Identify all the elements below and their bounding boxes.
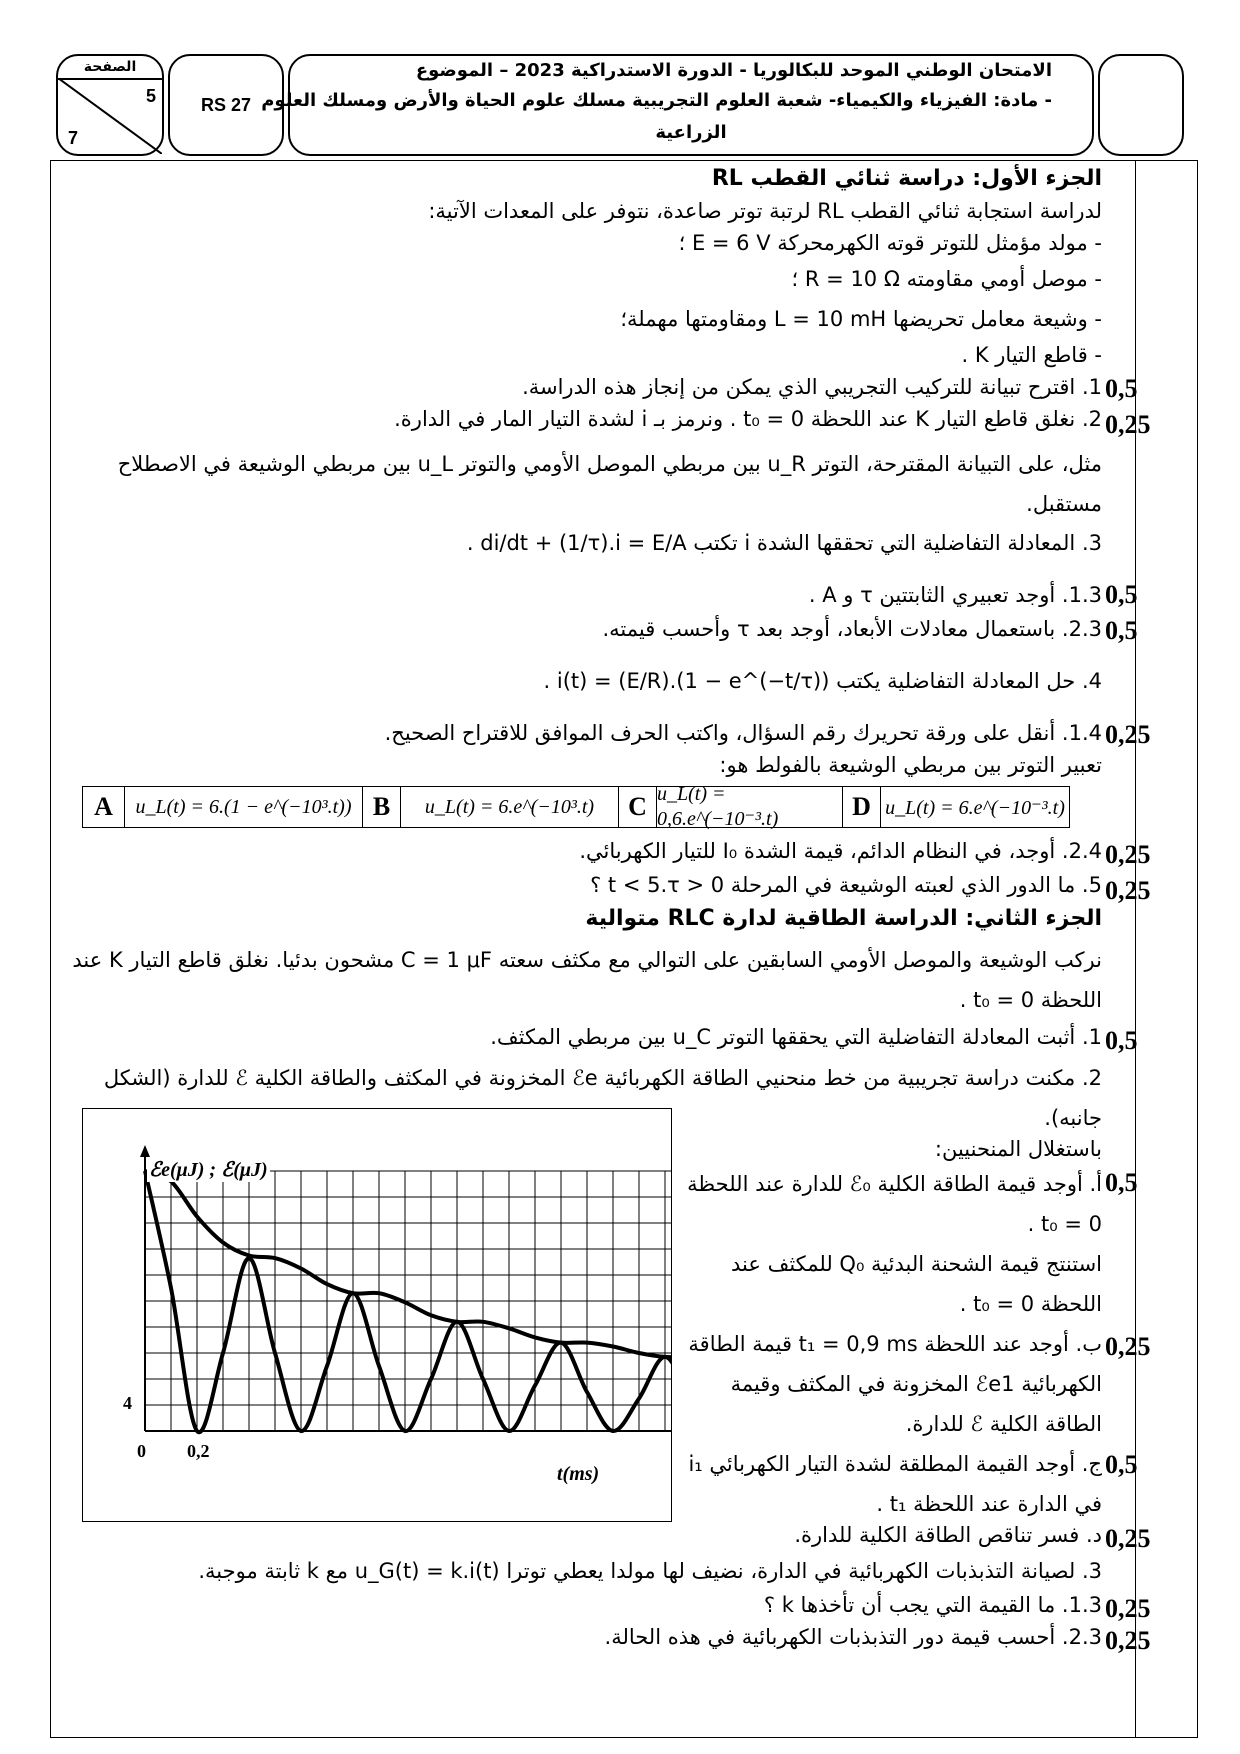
chart-y-axis-arrow — [140, 1145, 150, 1157]
choice-d-letter: D — [843, 787, 881, 827]
chart-y-label: ℰe(μJ) ; ℰ(μJ) — [149, 1159, 268, 1181]
exam-title-line-2: - مادة: الفيزياء والكيمياء- شعبة العلوم التجريبية مسلك علوم الحياة والأرض ومسلك العلوم — [261, 90, 1052, 111]
p1-question-3-1: 1.3. أوجد تعبيري الثابتتين τ و A . — [808, 583, 1102, 607]
p1-question-2: 2. نغلق قاطع التيار K عند اللحظة t₀ = 0 . ونرمز بـ i لشدة التيار المار في الدارة. — [394, 407, 1102, 431]
page-label: الصفحة — [83, 59, 137, 75]
choice-b-letter: B — [363, 787, 401, 827]
item-generator: - مولد مؤمثل للتوتر قوته الكهرمحركة E = 6 V ؛ — [678, 231, 1102, 255]
page-total: 7 — [68, 128, 79, 148]
mark-p2qc: 0,5 — [1105, 1450, 1138, 1479]
mark-p2q1: 0,5 — [1105, 1026, 1138, 1055]
chart-y-tick-4: 4 — [123, 1393, 132, 1413]
mark-p1q2: 0,25 — [1105, 410, 1151, 439]
page-label-cell — [58, 56, 162, 80]
p1-question-1: 1. اقترح تبيانة للتركيب التجريبي الذي يمكن من إنجاز هذه الدراسة. — [522, 375, 1102, 399]
mark-p1q41: 0,25 — [1105, 720, 1151, 749]
p2-question-3-2: 2.3. أحسب قيمة دور التذبذبات الكهربائية في هذه الحالة. — [604, 1625, 1102, 1649]
item-switch: - قاطع التيار K . — [961, 343, 1102, 367]
mark-p1q32: 0,5 — [1105, 616, 1138, 645]
item-resistor: - موصل أومي مقاومته R = 10 Ω ؛ — [791, 267, 1102, 291]
p2-question-2: 2. مكنت دراسة تجريبية من خط منحنيي الطاقة الكهربائية ℰe المخزونة في المكثف والطاقة الكلية ℰ للدارة (الشكل جانبه). — [103, 1066, 1102, 1130]
part2-intro: نركب الوشيعة والموصل الأومي السابقين على التوالي مع مكثف سعته C = 1 μF مشحون بدئيا. نغلق قاطع التيار K عند اللحظة t₀ = 0 . — [72, 948, 1102, 1012]
exam-title-box — [261, 54, 1094, 156]
chart-x-label: t(ms) — [557, 1463, 600, 1485]
part1-title: الجزء الأول: دراسة ثنائي القطب RL — [711, 166, 1102, 191]
p2-question-3: 3. لصيانة التذبذبات الكهربائية في الدارة، نضيف لها مولدا يعطي توترا u_G(t) = k.i(t) مع k ثابتة موجبة. — [198, 1559, 1102, 1583]
page-number: 5 — [146, 86, 157, 106]
chart-series-total-energy — [145, 1171, 671, 1361]
part2-title: الجزء الثاني: الدراسة الطاقية لدارة RLC متوالية — [585, 906, 1102, 931]
part1-intro: لدراسة استجابة ثنائي القطب RL لرتبة توتر صاعدة، نتوفر على المعدات الآتية: — [428, 199, 1102, 223]
mark-p2qa: 0,5 — [1105, 1168, 1138, 1197]
mark-p2q31: 0,25 — [1105, 1594, 1151, 1623]
choice-a-formula: u_L(t) = 6.(1 − e^(−10³.t)) — [125, 787, 363, 827]
mark-p1q5: 0,25 — [1105, 876, 1151, 905]
p1-question-4-1: 1.4. أنقل على ورقة تحريرك رقم السؤال، واكتب الحرف الموافق للاقتراح الصحيح. — [384, 721, 1102, 745]
p2-question-a-2: استنتج قيمة الشحنة البدئية Q₀ للمكثف عند اللحظة t₀ = 0 . — [731, 1252, 1102, 1316]
p2-question-c: ج. أوجد القيمة المطلقة لشدة التيار الكهربائي i₁ في الدارة عند اللحظة t₁ . — [688, 1452, 1102, 1516]
mark-p2qb: 0,25 — [1105, 1332, 1151, 1361]
chart-x-tick-02: 0,2 — [187, 1441, 210, 1461]
p2-question-2-use: باستغلال المنحنيين: — [934, 1137, 1102, 1161]
mark-p2qd: 0,25 — [1105, 1524, 1151, 1553]
p2-question-a: أ. أوجد قيمة الطاقة الكلية ℰ₀ للدارة عند اللحظة t₀ = 0 . — [687, 1172, 1102, 1236]
mark-p1q42: 0,25 — [1105, 840, 1151, 869]
choice-c-formula: u_L(t) = 0,6.e^(−10⁻³.t) — [657, 787, 843, 827]
choice-c-letter: C — [619, 787, 657, 827]
choices-table — [82, 783, 1070, 830]
p2-question-b: ب. أوجد عند اللحظة t₁ = 0,9 ms قيمة الطاقة الكهربائية ℰe1 المخزونة في المكثف وقيمة الطاقة الكلية ℰ للدارة. — [688, 1332, 1102, 1436]
choice-d-formula: u_L(t) = 6.e^(−10⁻³.t) — [885, 796, 1065, 819]
p2-question-1: 1. أثبت المعادلة التفاضلية التي يحققها التوتر u_C بين مربطي المكثف. — [490, 1025, 1102, 1049]
p2-question-d: د. فسر تناقص الطاقة الكلية للدارة. — [794, 1523, 1102, 1547]
p2-question-3-1: 1.3. ما القيمة التي يجب أن تأخذها k ؟ — [763, 1593, 1102, 1617]
page-number-box — [56, 54, 164, 156]
mark-p1q31: 0,5 — [1105, 580, 1138, 609]
exam-code: RS 27 — [200, 94, 252, 115]
energy-chart-frame — [82, 1108, 672, 1522]
exam-title-line-1: الامتحان الوطني الموحد للبكالوريا - الدورة الاستدراكية 2023 – الموضوع — [415, 60, 1052, 81]
choice-a-letter: A — [83, 787, 125, 827]
p1-question-4: 4. حل المعادلة التفاضلية يكتب i(t) = (E/R).(1 − e^(−t/τ)) . — [543, 669, 1102, 693]
mark-p2q32: 0,25 — [1105, 1626, 1151, 1655]
p1-question-4-1-text: تعبير التوتر بين مربطي الوشيعة بالفولط هو: — [719, 753, 1102, 777]
blank-header-box — [1098, 54, 1184, 156]
item-coil: - وشيعة معامل تحريضها L = 10 mH ومقاومتها مهملة؛ — [620, 307, 1102, 331]
choice-b-formula: u_L(t) = 6.e^(−10³.t) — [401, 787, 619, 827]
p1-question-4-2: 2.4. أوجد، في النظام الدائم، قيمة الشدة I₀ للتيار الكهربائي. — [579, 839, 1102, 863]
p1-question-5: 5. ما الدور الذي لعبته الوشيعة في المرحلة 0 < t < 5.τ ؟ — [590, 873, 1102, 897]
mark-p1q1: 0,5 — [1105, 374, 1138, 403]
p1-question-3: 3. المعادلة التفاضلية التي تحققها الشدة i تكتب di/dt + (1/τ).i = E/A . — [466, 531, 1102, 555]
chart-x-tick-0: 0 — [137, 1441, 146, 1461]
p1-question-2-text: مثل، على التبيانة المقترحة، التوتر u_R بين مربطي الموصل الأومي والتوتر u_L بين مربطي الوشيعة في الاصطلاح مستقبل. — [117, 452, 1102, 516]
exam-title-line-3: الزراعية — [655, 122, 727, 143]
p1-question-3-2: 2.3. باستعمال معادلات الأبعاد، أوجد بعد τ وأحسب قيمته. — [602, 617, 1102, 641]
